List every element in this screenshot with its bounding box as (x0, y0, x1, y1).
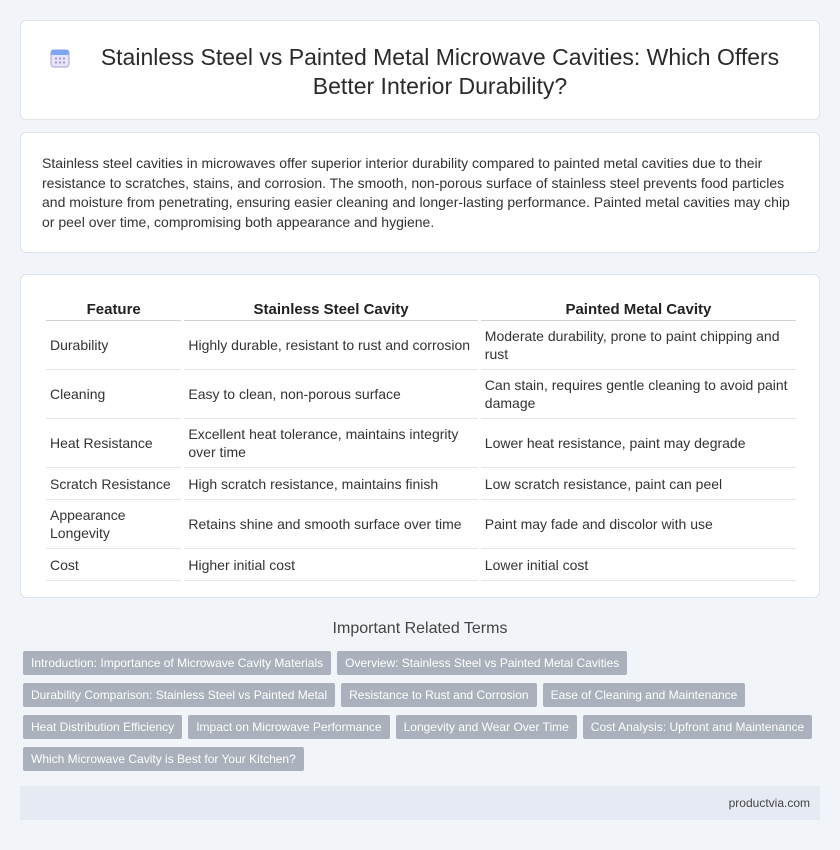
table-cell: Excellent heat tolerance, maintains integrity over time (184, 419, 477, 468)
table-row (46, 321, 796, 370)
intro-card (20, 132, 820, 253)
table-cell: Easy to clean, non-porous surface (184, 370, 477, 419)
table-cell: Retains shine and smooth surface over time (184, 500, 477, 549)
table-cell: Cleaning (46, 370, 181, 419)
table-cell: Highly durable, resistant to rust and corrosion (184, 321, 477, 370)
footer (20, 786, 820, 820)
header-feature: Feature (46, 295, 181, 321)
related-tag[interactable]: Durability Comparison: Stainless Steel vs Painted Metal (23, 683, 335, 707)
related-tag[interactable]: Ease of Cleaning and Maintenance (543, 683, 746, 707)
table-cell: High scratch resistance, maintains finish (184, 468, 477, 500)
comparison-table (43, 295, 799, 581)
table-cell: Lower initial cost (481, 549, 796, 581)
table-cell: Heat Resistance (46, 419, 181, 468)
table-cell: Higher initial cost (184, 549, 477, 581)
table-cell: Moderate durability, prone to paint chipping and rust (481, 321, 796, 370)
related-tag[interactable]: Introduction: Importance of Microwave Cavity Materials (23, 651, 331, 675)
related-terms-title: Important Related Terms (332, 620, 508, 637)
related-tag[interactable]: Heat Distribution Efficiency (23, 715, 182, 739)
related-tag[interactable]: Impact on Microwave Performance (188, 715, 389, 739)
table-cell: Can stain, requires gentle cleaning to avoid paint damage (481, 370, 796, 419)
footer-site-link[interactable]: productvia.com (728, 796, 810, 810)
page-title: Stainless Steel vs Painted Metal Microwave Cavities: Which Offers Better Interior Durability? (100, 44, 780, 99)
table-cell: Appearance Longevity (46, 500, 181, 549)
table-cell: Paint may fade and discolor with use (481, 500, 796, 549)
comparison-card (20, 274, 820, 598)
table-cell: Low scratch resistance, paint can peel (481, 468, 796, 500)
table-row (46, 549, 796, 581)
related-tags (20, 651, 820, 771)
related-tag[interactable]: Resistance to Rust and Corrosion (341, 683, 536, 707)
table-row (46, 419, 796, 468)
related-tag[interactable]: Longevity and Wear Over Time (396, 715, 577, 739)
table-row (46, 370, 796, 419)
header-painted: Painted Metal Cavity (481, 295, 796, 321)
table-row (46, 500, 796, 549)
table-cell: Scratch Resistance (46, 468, 181, 500)
related-tag[interactable]: Overview: Stainless Steel vs Painted Metal Cavities (337, 651, 627, 675)
table-cell: Lower heat resistance, paint may degrade (481, 419, 796, 468)
header-card (20, 20, 820, 120)
related-tag[interactable]: Cost Analysis: Upfront and Maintenance (583, 715, 812, 739)
related-terms (20, 620, 820, 771)
related-tag[interactable]: Which Microwave Cavity is Best for Your Kitchen? (23, 747, 304, 771)
intro-paragraph: Stainless steel cavities in microwaves offer superior interior durability compared to painted metal cavities due to their resistance to scratches, stains, and corrosion. The smooth, non-porous surface of stainless steel prevents food particles and moisture from penetrating, ensuring easier cleaning and longer-lasting performance. Painted metal cavities may chip or peel over time, compromising both appearance and hygiene. (42, 155, 790, 230)
table-cell: Cost (46, 549, 181, 581)
header-stainless: Stainless Steel Cavity (184, 295, 477, 321)
table-row (46, 468, 796, 500)
table-cell: Durability (46, 321, 181, 370)
